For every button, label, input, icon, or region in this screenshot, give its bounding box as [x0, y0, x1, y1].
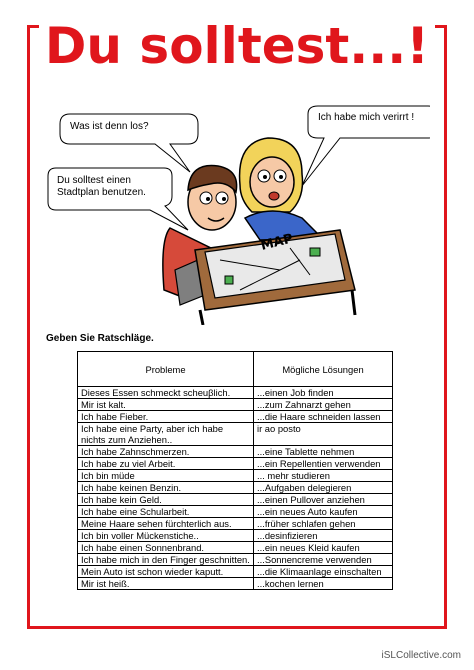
- problem-cell: Meine Haare sehen fürchterlich aus.: [78, 518, 254, 530]
- table-row: [78, 578, 393, 590]
- problem-cell: Ich bin müde: [78, 470, 254, 482]
- solution-cell: ...ein neues Auto kaufen: [254, 506, 393, 518]
- woman-figure: [240, 138, 322, 240]
- solution-cell: ... mehr studieren: [254, 470, 393, 482]
- speech-text-stadtplan-line2: Stadtplan benutzen.: [57, 187, 146, 198]
- solution-cell: ...früher schlafen gehen: [254, 518, 393, 530]
- problem-cell: Ich bin voller Mückenstiche..: [78, 530, 254, 542]
- table-row: [78, 506, 393, 518]
- solution-cell: ...eine Tablette nehmen: [254, 446, 393, 458]
- solution-cell: ...zum Zahnarzt gehen: [254, 399, 393, 411]
- table-row: [78, 446, 393, 458]
- problem-cell: Ich habe kein Geld.: [78, 494, 254, 506]
- table-row: [78, 423, 393, 446]
- map-label: MAP: [259, 231, 295, 254]
- illustration: [40, 100, 430, 325]
- solution-cell: ...die Klimaanlage einschalten: [254, 566, 393, 578]
- solution-cell: ...einen Job finden: [254, 387, 393, 399]
- problem-cell: Mir ist kalt.: [78, 399, 254, 411]
- solution-cell: ...Aufgaben delegieren: [254, 482, 393, 494]
- header-probleme: Probleme: [78, 352, 254, 387]
- table-row: [78, 411, 393, 423]
- solution-cell: ...Sonnencreme verwenden: [254, 554, 393, 566]
- problem-cell: Mein Auto ist schon wieder kaputt.: [78, 566, 254, 578]
- table-with-map: [195, 230, 355, 325]
- problem-cell: Ich habe eine Schularbeit.: [78, 506, 254, 518]
- table-row: [78, 518, 393, 530]
- table-row: [78, 530, 393, 542]
- table-row: [78, 387, 393, 399]
- instruction-text: Geben Sie Ratschläge.: [46, 333, 154, 344]
- table-row: [78, 470, 393, 482]
- problem-cell: Ich habe keinen Benzin.: [78, 482, 254, 494]
- speech-text-was-ist-los: Was ist denn los?: [70, 121, 149, 132]
- solution-cell: ...kochen lernen: [254, 578, 393, 590]
- problem-cell: Ich habe mich in den Finger geschnitten.: [78, 554, 254, 566]
- table-row: [78, 399, 393, 411]
- table-row: [78, 542, 393, 554]
- header-loesungen: Mögliche Lösungen: [254, 352, 393, 387]
- problem-cell: Ich habe Fieber.: [78, 411, 254, 423]
- solution-cell: ...die Haare schneiden lassen: [254, 411, 393, 423]
- page-title: [0, 16, 474, 76]
- page-title-text: Du solltest...!: [39, 17, 435, 75]
- table-row: [78, 494, 393, 506]
- problem-cell: Ich habe eine Party, aber ich habe nichts zum Anziehen..: [78, 423, 254, 446]
- problem-cell: Ich habe einen Sonnenbrand.: [78, 542, 254, 554]
- table-row: [78, 458, 393, 470]
- footer-credit: iSLCollective.com: [381, 650, 461, 661]
- table-header-row: [78, 352, 393, 387]
- table-body: [78, 387, 393, 590]
- solution-cell: ...ein Repellentien verwenden: [254, 458, 393, 470]
- table-row: [78, 554, 393, 566]
- speech-text-stadtplan-line1: Du solltest einen: [57, 175, 131, 186]
- solution-cell: ir ao posto: [254, 423, 393, 446]
- problem-cell: Dieses Essen schmeckt scheuβlich.: [78, 387, 254, 399]
- speech-text-verirrt: Ich habe mich verirrt !: [318, 112, 415, 123]
- solution-cell: ...einen Pullover anziehen: [254, 494, 393, 506]
- solution-cell: ...ein neues Kleid kaufen: [254, 542, 393, 554]
- problem-cell: Ich habe zu viel Arbeit.: [78, 458, 254, 470]
- table-row: [78, 566, 393, 578]
- problem-cell: Ich habe Zahnschmerzen.: [78, 446, 254, 458]
- solution-cell: ...desinfizieren: [254, 530, 393, 542]
- problems-solutions-table: [77, 351, 393, 590]
- problem-cell: Mir ist heiß.: [78, 578, 254, 590]
- table-row: [78, 482, 393, 494]
